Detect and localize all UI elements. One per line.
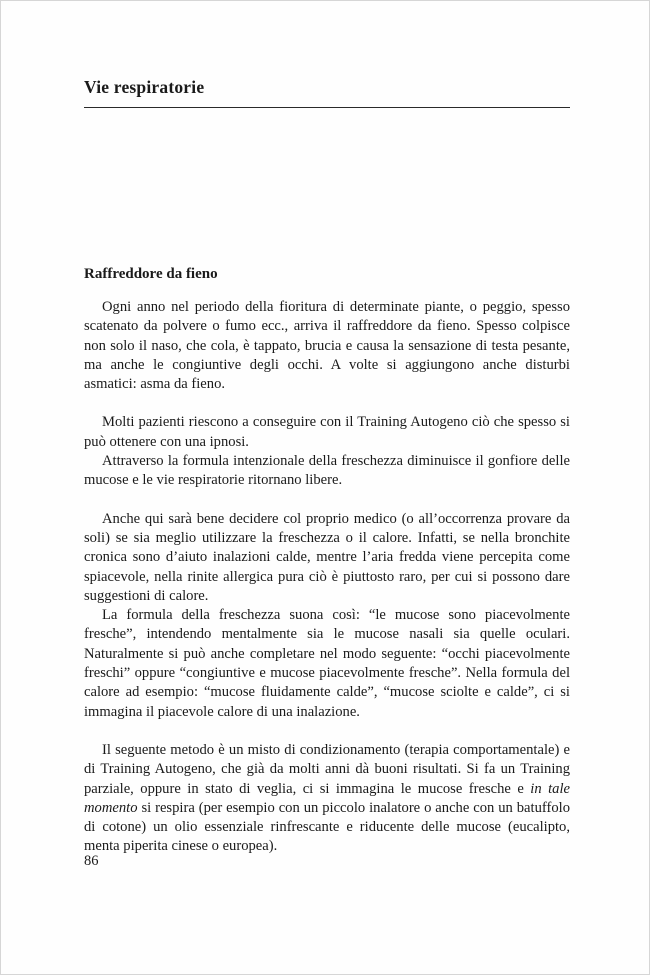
text-segment: Attraverso la formula intenzionale della freschezza diminuisce il gonfiore delle mucose e le vie respiratorie ritornano libere. — [84, 453, 570, 489]
text-segment: La formula della freschezza suona così: “le mucose sono piacevolmente fresche”, intendendo mentalmente sia le mucose nasali sia quelle oculari. Naturalmente si può anche completare nel modo seguente: “occhi piacevolmente freschi” oppure “congiuntive e mucose piacevolmente fresche”. Nella formula del calore ad esempio: “mucose fluidamente calde”, “mucose sciolte e calde”, ci si immagina il piacevole calore di una inalazione. — [84, 607, 570, 720]
body-text — [84, 298, 570, 857]
page-content — [84, 77, 570, 857]
text-segment: Molti pazienti riescono a conseguire con il Training Autogeno ciò che spesso si può ottenere con una ipnosi. — [84, 414, 570, 450]
paragraph — [84, 298, 570, 394]
paragraph — [84, 606, 570, 722]
section-heading: Raffreddore da fieno — [84, 266, 218, 282]
text-segment: si respira (per esempio con un piccolo inalatore o anche con un batuffolo di cotone) un olio essenziale rinfrescante e riducente delle mucose (eucalipto, menta piperita cinese o europea). — [84, 799, 570, 855]
paragraph — [84, 510, 570, 606]
text-segment: Il seguente metodo è un misto di condizionamento (terapia comportamentale) e di Training Autogeno, che già da molti anni dà buoni risultati. Si fa un Training parziale, oppure in stato di veglia, ci si immagina le mucose fresche e — [84, 741, 570, 797]
page-title: Vie respiratorie — [84, 77, 205, 97]
italic-text-segment: in tale momento — [84, 780, 570, 816]
title-rule — [84, 107, 570, 108]
paragraph — [84, 413, 570, 452]
page-number: 86 — [84, 853, 99, 869]
paragraph — [84, 741, 570, 857]
paragraph — [84, 452, 570, 491]
text-segment: Anche qui sarà bene decidere col proprio medico (o all’occorrenza provare da soli) se sia meglio utilizzare la freschezza o il calore. Infatti, se nella bronchite cronica sono d’aiuto inalazioni calde, mentre l’aria fredda viene percepita come spiacevole, nella rinite allergica pura ciò è piuttosto raro, per cui si possono dare suggestioni di calore. — [84, 510, 570, 604]
text-segment: Ogni anno nel periodo della fioritura di determinate piante, o peggio, spesso scatenato da polvere o fumo ecc., arriva il raffreddore da fieno. Spesso colpisce non solo il naso, che cola, è tappato, brucia e causa la sensazione di testa pesante, ma anche le congiuntive degli occhi. A volte si aggiungono anche disturbi asmatici: asma da fieno. — [84, 299, 570, 393]
